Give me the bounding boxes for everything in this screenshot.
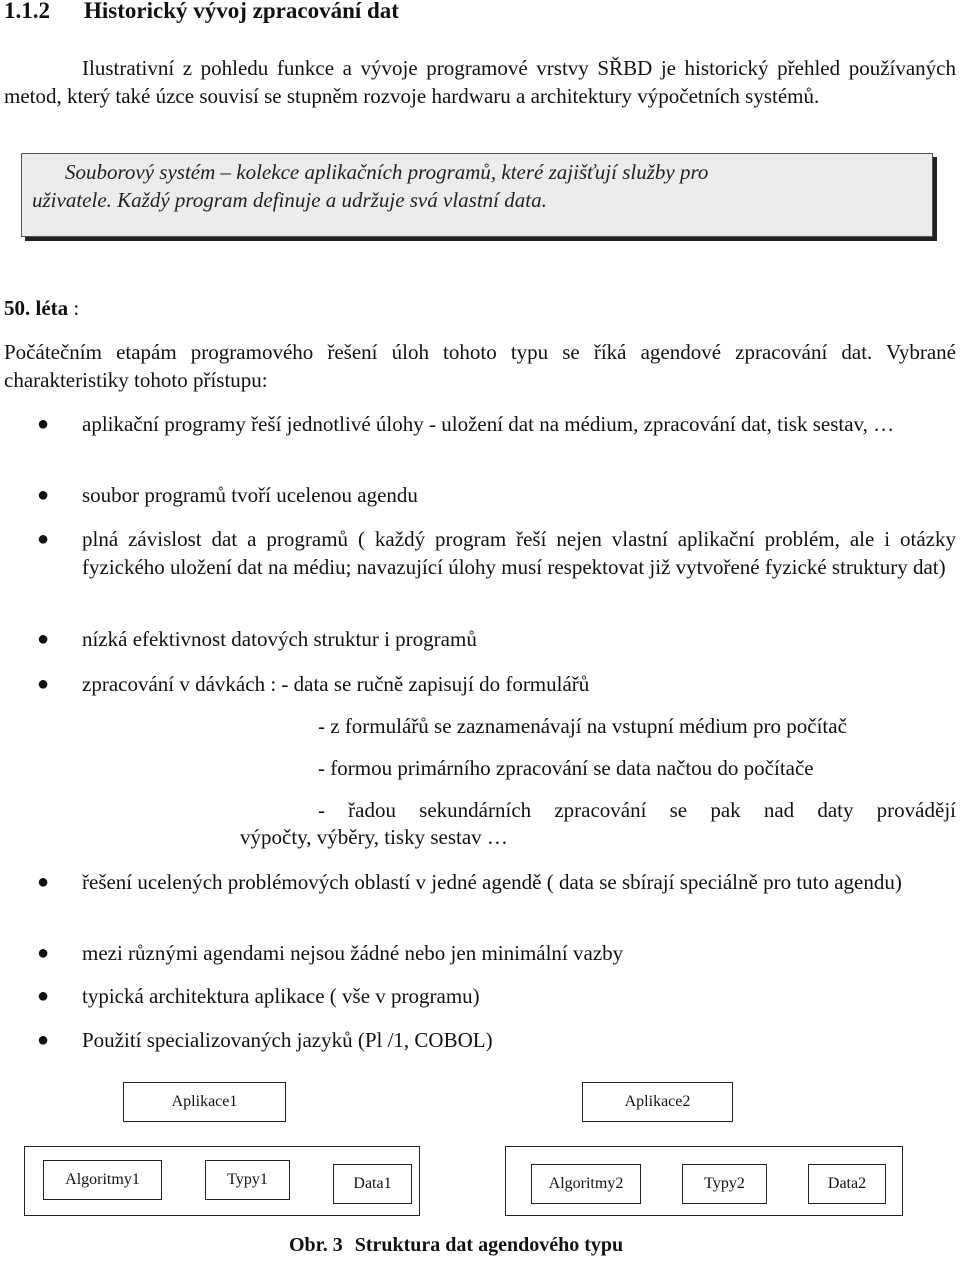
batch-step-3: - formou primárního zpracování se data načtou do počítače <box>318 756 814 780</box>
batch-step-2: - z formulářů se zaznamenávají na vstupní médium pro počítač <box>318 714 847 738</box>
batch-step-4: - řadou sekundárních zpracování se pak nad daty provádějí <box>318 798 956 822</box>
section-number: 1.1.2 <box>4 0 50 23</box>
era-paragraph: Počátečním etapám programového řešení úloh tohoto typu se říká agendové zpracování dat. Vybrané charakteristiky tohoto přístupu: <box>4 340 956 392</box>
bullet-item-3: plná závislost dat a programů ( každý program řeší nejen vlastní aplikační problém, ale i otázky fyzického uložení dat na médiu; navazující úlohy musí respektovat již vytvořené fyzické struktury dat) <box>82 527 956 579</box>
algorithms2-box: Algoritmy2 <box>531 1164 641 1204</box>
bullet-item-6: řešení ucelených problémových oblastí v jedné agendě ( data se sbírají speciálně pro tuto agendu) <box>82 870 902 894</box>
bullet-dot: ● <box>37 528 50 550</box>
algorithms1-box: Algoritmy1 <box>43 1160 162 1200</box>
app2-box: Aplikace2 <box>582 1082 733 1122</box>
bullet-dot: ● <box>37 673 50 695</box>
types1-box: Typy1 <box>205 1160 290 1200</box>
bullet-item-1: aplikační programy řeší jednotlivé úlohy - uložení dat na médium, zpracování dat, tisk sestav, … <box>82 412 895 436</box>
bullet-item-9: Použití specializovaných jazyků (Pl /1, COBOL) <box>82 1028 493 1052</box>
bullet-dot: ● <box>37 628 50 650</box>
section-title: Historický vývoj zpracování dat <box>84 0 399 23</box>
app1-box: Aplikace1 <box>123 1082 286 1122</box>
data2-box: Data2 <box>808 1164 886 1204</box>
section-heading <box>4 0 399 24</box>
definition-line-1: Souborový systém – kolekce aplikačních programů, které zajišťují služby pro <box>65 160 709 184</box>
era-suffix: : <box>68 296 80 320</box>
intro-paragraph <box>4 54 956 110</box>
bullet-dot: ● <box>37 871 50 893</box>
intro-text: Ilustrativní z pohledu funkce a vývoje programové vrstvy SŘBD je historický přehled používaných metod, který také úzce souvisí se stupněm rozvoje hardwaru a architektury výpočetních systémů. <box>4 56 956 108</box>
bullet-item-5: zpracování v dávkách : - data se ručně zapisují do formulářů <box>82 672 590 696</box>
data1-box: Data1 <box>333 1164 412 1204</box>
bullet-item-8: typická architektura aplikace ( vše v programu) <box>82 984 480 1008</box>
figure-caption <box>289 1234 623 1257</box>
figure-label: Obr. 3 <box>289 1234 343 1256</box>
bullet-item-4: nízká efektivnost datových struktur i programů <box>82 627 477 651</box>
bullet-dot: ● <box>37 484 50 506</box>
definition-line-2: uživatele. Každý program definuje a udržuje svá vlastní data. <box>32 188 547 212</box>
file-system-definition-box <box>21 153 933 237</box>
types2-box: Typy2 <box>682 1164 767 1204</box>
batch-step-4-cont: výpočty, výběry, tisky sestav … <box>240 825 508 849</box>
figure-title: Struktura dat agendového typu <box>354 1234 624 1256</box>
bullet-item-7: mezi různými agendami nejsou žádné nebo jen minimální vazby <box>82 941 624 965</box>
bullet-dot: ● <box>37 1029 50 1051</box>
bullet-item-2: soubor programů tvoří ucelenou agendu <box>82 483 418 507</box>
bullet-dot: ● <box>37 413 50 435</box>
era-label: 50. léta <box>4 296 69 320</box>
bullet-dot: ● <box>37 942 50 964</box>
era-heading <box>4 296 79 321</box>
bullet-dot: ● <box>37 985 50 1007</box>
